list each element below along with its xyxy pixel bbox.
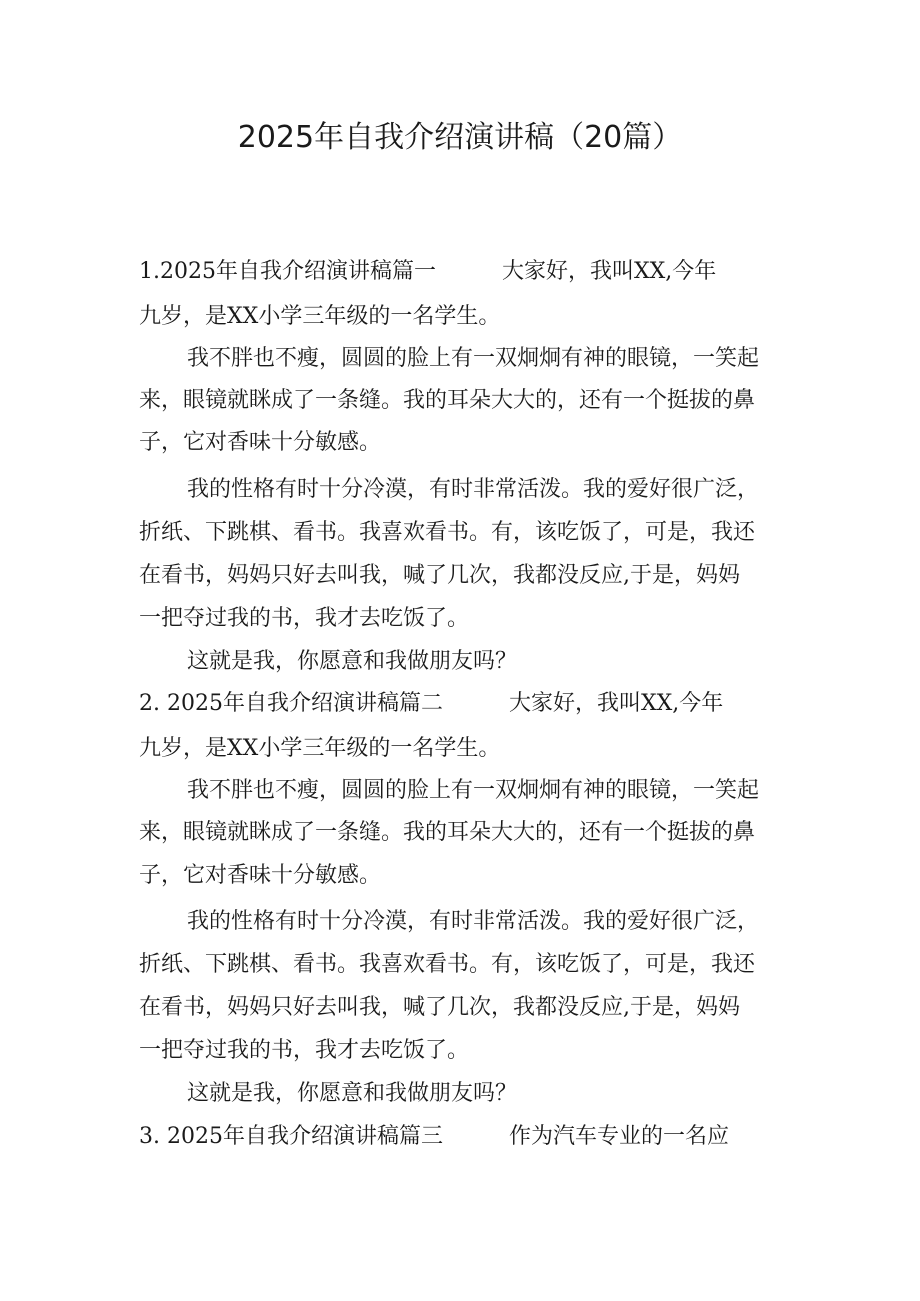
text-line: 子，它对香味十分敏感。	[139, 430, 382, 455]
text-line: 我不胖也不瘦，圆圆的脸上有一双炯炯有神的眼镜，一笑起	[187, 346, 760, 371]
text-line: 一把夺过我的书，我才去吃饭了。	[139, 1038, 470, 1063]
section-opening: 大家好，我叫XX,今年	[508, 691, 724, 716]
text-line: 在看书，妈妈只好去叫我，喊了几次，我都没反应,于是，妈妈	[139, 995, 740, 1020]
section-2-heading-line	[139, 689, 723, 719]
section-heading: 1.2025年自我介绍演讲稿篇一	[139, 259, 436, 284]
page-title: 2025年自我介绍演讲稿（20篇）	[237, 120, 683, 155]
text-line: 折纸、下跳棋、看书。我喜欢看书。有，该吃饭了，可是，我还	[139, 520, 756, 545]
text-line: 我的性格有时十分冷漠，有时非常活泼。我的爱好很广泛，	[187, 909, 760, 934]
text-line: 九岁，是XX小学三年级的一名学生。	[139, 736, 501, 761]
section-heading: 2. 2025年自我介绍演讲稿篇二	[139, 691, 443, 716]
text-line: 这就是我，你愿意和我做朋友吗？	[187, 649, 518, 674]
section-heading: 3. 2025年自我介绍演讲稿篇三	[139, 1124, 443, 1149]
text-line: 来，眼镜就眯成了一条缝。我的耳朵大大的，还有一个挺拔的鼻	[139, 388, 756, 413]
text-line: 我的性格有时十分冷漠，有时非常活泼。我的爱好很广泛，	[187, 477, 760, 502]
section-3-heading-line	[139, 1122, 729, 1152]
section-1-heading-line	[139, 257, 716, 287]
text-line: 在看书，妈妈只好去叫我，喊了几次，我都没反应,于是，妈妈	[139, 563, 740, 588]
text-line: 这就是我，你愿意和我做朋友吗？	[187, 1081, 518, 1106]
text-line: 我不胖也不瘦，圆圆的脸上有一双炯炯有神的眼镜，一笑起	[187, 778, 760, 803]
text-line: 子，它对香味十分敏感。	[139, 863, 382, 888]
text-line: 一把夺过我的书，我才去吃饭了。	[139, 606, 470, 631]
section-opening: 大家好，我叫XX,今年	[501, 259, 717, 284]
text-line: 九岁，是XX小学三年级的一名学生。	[139, 304, 501, 329]
section-opening: 作为汽车专业的一名应	[508, 1124, 729, 1149]
text-line: 来，眼镜就眯成了一条缝。我的耳朵大大的，还有一个挺拔的鼻	[139, 820, 756, 845]
text-line: 折纸、下跳棋、看书。我喜欢看书。有，该吃饭了，可是，我还	[139, 952, 756, 977]
